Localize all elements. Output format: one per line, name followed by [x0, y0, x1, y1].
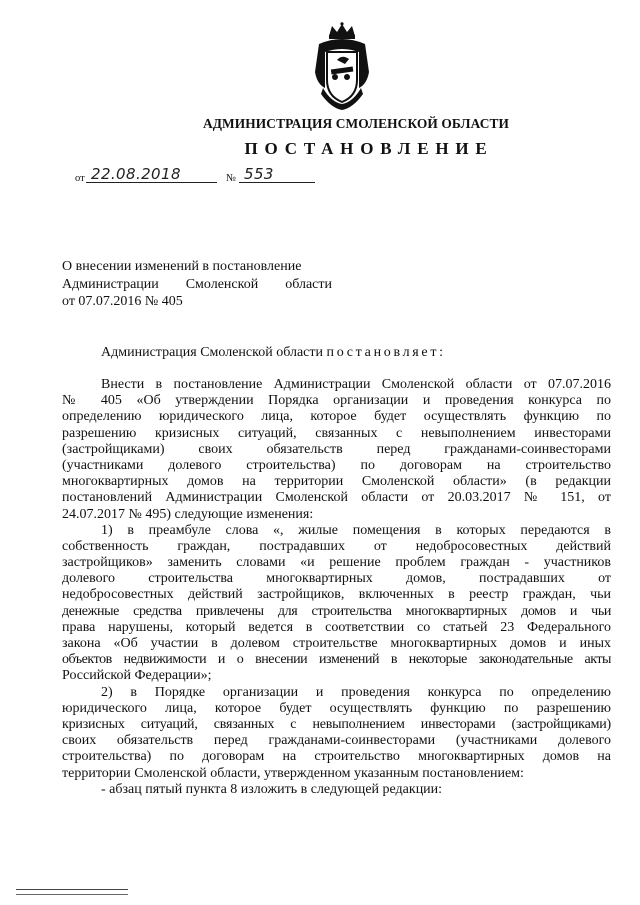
subject-line-1: О внесении изменений в постановление — [62, 259, 302, 274]
body-line: определению юридического лица, которое будет осуществлять функцию по — [62, 409, 611, 425]
subject-line-3: от 07.07.2016 № 405 — [62, 294, 183, 310]
body-line: (участниками долевого строительства) по договорам на строительство — [62, 457, 611, 473]
body-line: собственность граждан, пострадавших от недобросовестных действий — [62, 538, 611, 554]
body-line: разрешению кризисных ситуаций, связанных с невыполнением инвесторами — [62, 425, 611, 441]
footer-divider — [16, 889, 128, 890]
document-type-title: ПОСТАНОВЛЕНИЕ — [244, 139, 494, 158]
body-line: № 405 «Об утверждении Порядка организации и проведения конкурса по — [62, 393, 611, 409]
subject-word: Смоленской — [185, 276, 259, 292]
body-line: (застройщиками) своих обязательств перед гражданами-соинвесторами — [62, 441, 611, 457]
body-line: 1) в преамбуле слова «, жилые помещения в которых передаются в — [101, 522, 611, 538]
body-line: 2) в Порядке организации и проведения конкурса по определению — [101, 684, 611, 700]
document-subject — [62, 258, 332, 311]
date-label: от — [75, 173, 85, 184]
date-number-line — [75, 166, 315, 186]
body-line: права нарушены, который ведется в соответствии со статьей 23 Федерального — [62, 619, 611, 635]
body-line: своих обязательств перед гражданами-соинвесторами (участниками долевого — [62, 733, 611, 749]
body-line: - абзац пятый пункта 8 изложить в следующей редакции: — [101, 781, 443, 797]
body-line: многоквартирных домов на территории Смоленской области» (в редакции — [62, 474, 611, 490]
date-field — [86, 166, 217, 183]
body-line: кризисных ситуаций, связанных с невыполнением инвесторами (застройщиками) — [62, 716, 611, 732]
footer-divider — [16, 894, 128, 895]
body-line: закона «Об участии в долевом строительстве многоквартирных домов и иных — [62, 636, 611, 651]
body-line: долевого строительства многоквартирных домов, пострадавших от — [62, 571, 611, 587]
number-label: № — [226, 173, 237, 184]
body-line: 24.07.2017 № 495) следующие изменения: — [62, 506, 314, 522]
subject-line-2 — [62, 276, 332, 294]
body-line: денежные средства привлечены для строительства многоквартирных домов и чьи — [62, 603, 611, 619]
body-line: недобросовестных действий застройщиков, включенных в реестр граждан, чьи — [62, 587, 611, 603]
document-body — [62, 377, 611, 798]
body-line: Внести в постановление Администрации Смоленской области от 07.07.2016 — [101, 377, 611, 392]
handwritten-date: 22.08.2018 — [91, 165, 181, 183]
handwritten-number: 553 — [244, 165, 274, 183]
body-line: застройщиков» заменить словами «и решение проблем граждан - участников — [62, 555, 611, 571]
body-line: юридического лица, которое будет осуществлять функцию по разрешению — [62, 700, 611, 716]
body-line: строительства) по договорам на строительство многоквартирных домов на — [62, 749, 611, 765]
body-line: постановлений Администрации Смоленской области от 20.03.2017 № 151, от — [62, 490, 611, 506]
subject-word: области — [285, 276, 332, 292]
subject-word: Администрации — [62, 276, 159, 292]
body-line: территории Смоленской области, утвержденном указанным постановлением: — [62, 765, 524, 781]
body-line: объектов недвижимости и о внесении изменений в некоторые законодательные акты — [62, 652, 611, 668]
body-line: Российской Федерации»; — [62, 668, 212, 684]
organization-title: АДМИНИСТРАЦИЯ СМОЛЕНСКОЙ ОБЛАСТИ — [202, 116, 510, 131]
preamble-decree-word: постановляет: — [326, 345, 446, 360]
preamble — [101, 345, 446, 361]
number-field — [239, 166, 315, 183]
smolensk-coat-of-arms-icon — [307, 22, 377, 110]
preamble-text: Администрация Смоленской области — [101, 345, 324, 360]
